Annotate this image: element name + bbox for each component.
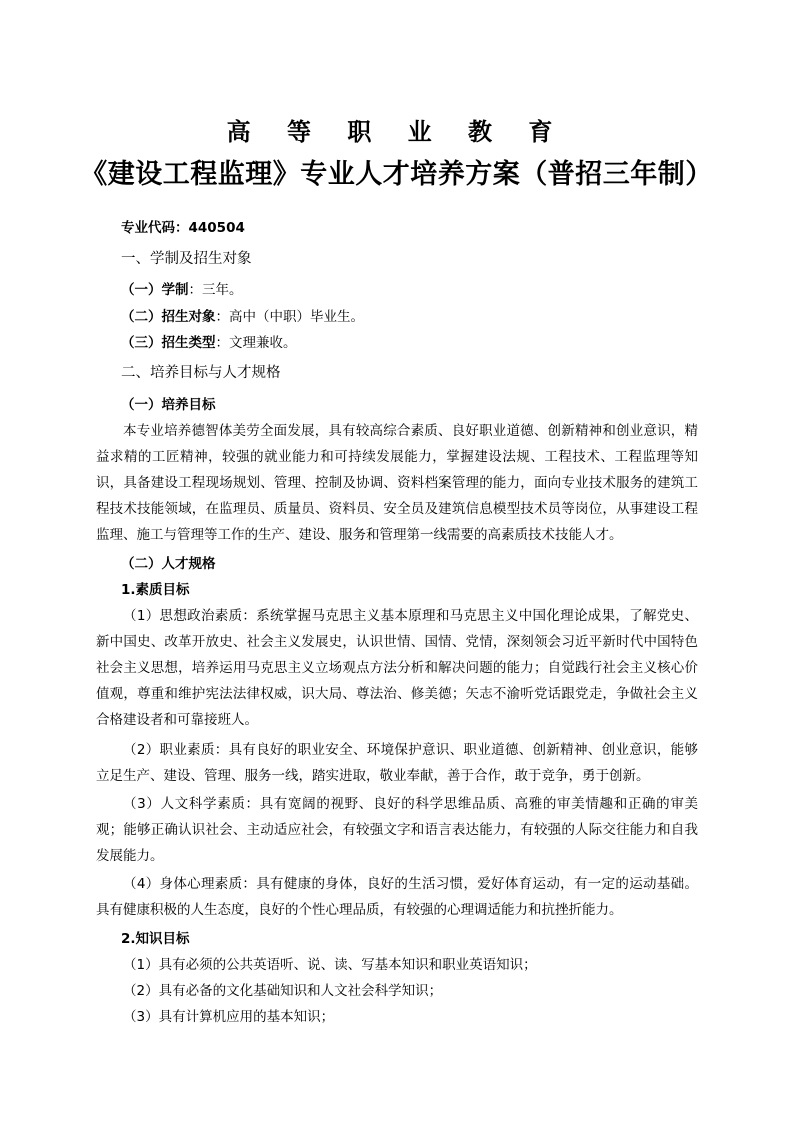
quality-item-2: （2）职业素质：具有良好的职业安全、环境保护意识、职业道德、创新精神、创业意识，能够立足生产、建设、管理、服务一线，踏实进取，敬业奉献，善于合作，敢于竞争，勇于创新。 bbox=[96, 742, 698, 784]
subheading-spec: （二）人才规格 bbox=[121, 556, 216, 572]
quality-item-3: （3）人文科学素质：具有宽阔的视野、良好的科学思维品质、高雅的审美情趣和正确的审美观；能够正确认识社会、主动适应社会，有较强文字和语言表达能力，有较强的人际交往能力和自我发展能力。 bbox=[96, 796, 698, 864]
section1-heading: 一、学制及招生对象 bbox=[121, 251, 252, 267]
item-type bbox=[121, 334, 297, 352]
item-duration bbox=[121, 281, 243, 299]
item-value: ：三年。 bbox=[188, 282, 243, 298]
item-value: ：文理兼收。 bbox=[215, 335, 297, 351]
document-title: 高 等 职 业 教 育 bbox=[226, 117, 567, 146]
item-target bbox=[121, 308, 364, 326]
quality-item-1: （1）思想政治素质：系统掌握马克思主义基本原理和马克思主义中国化理论成果，了解党史、新中国史、改革开放史、社会主义发展史，认识世情、国情、党情，深刻领会习近平新时代中国特色社会主义思想，培养运用马克思主义立场观点方法分析和解决问题的能力；自觉践行社会主义核心价值观，尊重和维护宪法法律权威，识大局、尊法治、修美德；矢志不渝听党话跟党走，争做社会主义合格建设者和可靠接班人。 bbox=[96, 608, 698, 728]
quality-heading: 1.素质目标 bbox=[121, 582, 190, 598]
knowledge-item-3: （3）具有计算机应用的基本知识； bbox=[123, 1009, 335, 1025]
knowledge-heading: 2.知识目标 bbox=[121, 931, 190, 947]
item-label: （一）学制 bbox=[121, 282, 189, 298]
knowledge-item-2: （2）具有必备的文化基础知识和人文社会科学知识； bbox=[123, 983, 443, 999]
goal-paragraph: 本专业培养德智体美劳全面发展，具有较高综合素质、良好职业道德、创新精神和创业意识，精益求精的工匠精神，较强的就业能力和可持续发展能力，掌握建设法规、工程技术、工程监理等知识，具备建设工程现场规划、管理、控制及协调、资料档案管理的能力，面向专业技术服务的建筑工程技术技能领域，在监理员、质量员、资料员、安全员及建筑信息模型技术员等岗位，从事建设工程监理、施工与管理等工作的生产、建设、服务和管理第一线需要的高素质技术技能人才。 bbox=[96, 423, 698, 543]
major-code: 专业代码：440504 bbox=[121, 220, 245, 236]
item-label: （三）招生类型 bbox=[121, 335, 216, 351]
item-value: ：高中（中职）毕业生。 bbox=[215, 309, 364, 325]
knowledge-item-1: （1）具有必须的公共英语听、说、读、写基本知识和职业英语知识； bbox=[123, 957, 537, 973]
quality-item-4: （4）身体心理素质：具有健康的身体，良好的生活习惯，爱好体育运动，有一定的运动基础。具有健康积极的人生态度，良好的个性心理品质，有较强的心理调适能力和抗挫折能力。 bbox=[96, 876, 698, 918]
section2-heading: 二、培养目标与人才规格 bbox=[121, 365, 281, 381]
document-subtitle: 《建设工程监理》专业人才培养方案（普招三年制） bbox=[80, 159, 713, 190]
subheading-goal: （一）培养目标 bbox=[121, 397, 216, 413]
item-label: （二）招生对象 bbox=[121, 309, 216, 325]
